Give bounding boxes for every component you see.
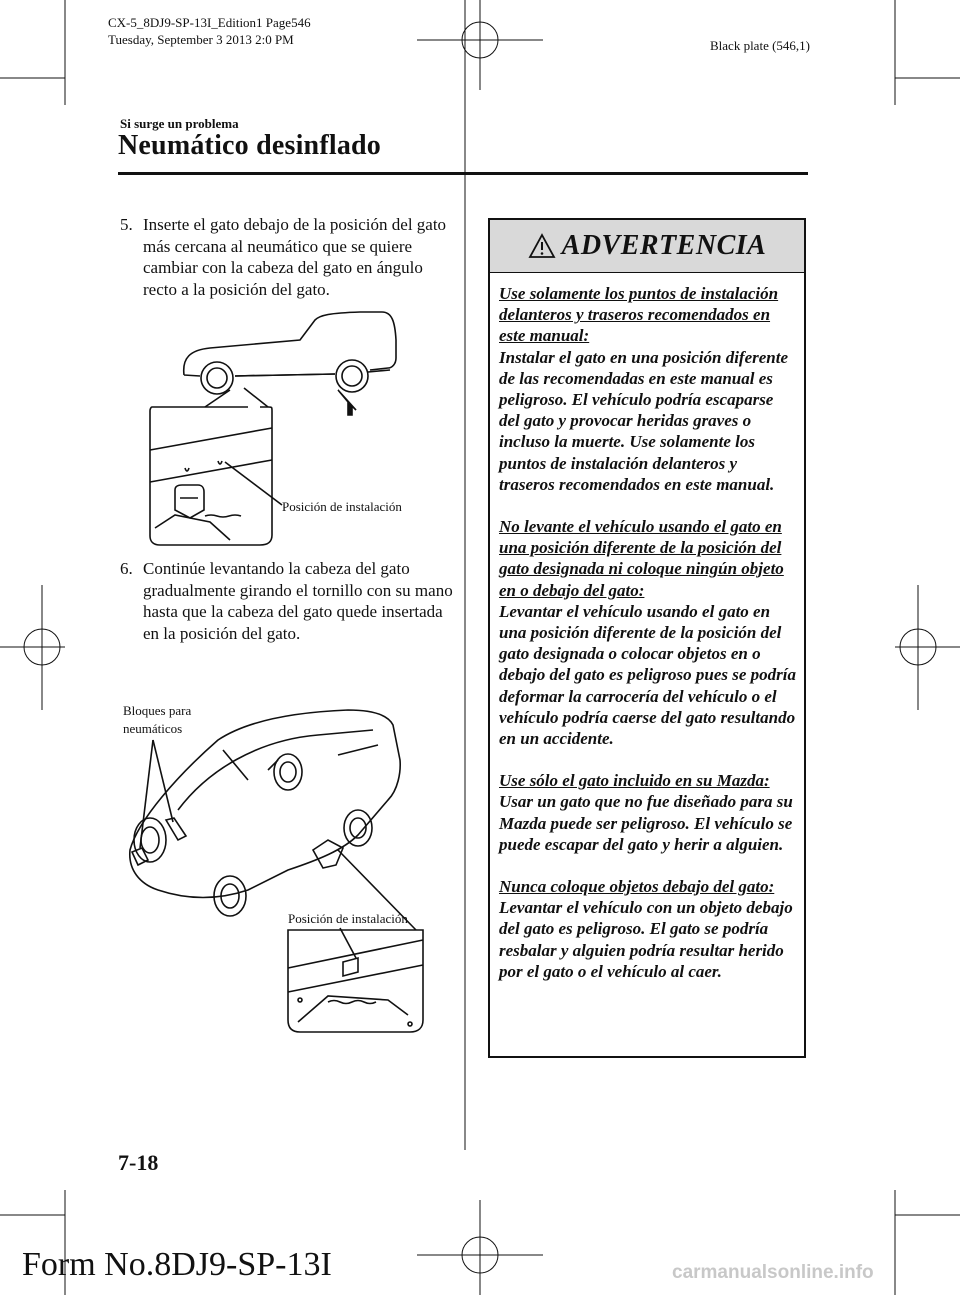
form-number: Form No.8DJ9-SP-13I (22, 1246, 332, 1283)
step-5 (120, 214, 460, 300)
warning-paragraph-3 (499, 770, 796, 855)
figure2-blocks-label-2: neumáticos (123, 721, 183, 736)
page-number: 7-18 (118, 1150, 159, 1175)
warning-paragraph-2 (499, 516, 796, 749)
print-meta-line2: Tuesday, September 3 2013 2:0 PM (108, 32, 294, 47)
warning-header (490, 220, 804, 273)
warning-heading: ADVERTENCIA (561, 230, 767, 261)
figure1-label: Posición de instalación (282, 499, 402, 514)
warning-paragraph-4 (499, 876, 796, 982)
plate-label: Black plate (546,1) (710, 38, 810, 53)
warning-text: Levantar el vehículo usando el gato en una posición diferente de la posición del gato designada o colocar objetos en o debajo del gato es peligroso pues se podría deformar la carrocería del vehículo o el vehículo podría caerse del gato resultando en un accidente. (499, 601, 797, 749)
warning-text: Levantar el vehículo con un objeto debajo del gato es peligroso. El gato se podría resbalar y alguien podría resultar herido por el gato o el vehículo al caer. (499, 898, 793, 981)
warning-box (488, 218, 806, 1058)
step-text: Continúe levantando la cabeza del gato gradualmente girando el tornillo con su mano hasta que la cabeza del gato quede insertada en la posición del gato. (143, 559, 453, 643)
warning-text: Instalar el gato en una posición diferente de las recomendadas en este manual es peligroso. El vehículo podría escaparse del gato y provocar heridas graves o incluso la muerte. Use solamente los puntos de instalación delanteros y traseros recomendados en este manual. (499, 347, 789, 494)
print-meta-line1: CX-5_8DJ9-SP-13I_Edition1 Page546 (108, 15, 311, 30)
watermark: carmanualsonline.info (672, 1262, 874, 1283)
warning-body (490, 273, 804, 982)
warning-emphasis: Nunca coloque objetos debajo del gato: (499, 877, 775, 897)
warning-triangle-icon (528, 233, 556, 259)
print-metadata (108, 14, 311, 48)
step-text: Inserte el gato debajo de la posición del gato más cercana al neumático que se quiere cambiar con la cabeza del gato en ángulo recto a la posición del gato. (143, 215, 447, 299)
figure-jack-position (120, 310, 450, 550)
title-rule (118, 172, 808, 175)
figure2-blocks-label-1: Bloques para (123, 703, 192, 718)
figure2-position-label: Posición de instalación (288, 911, 408, 926)
warning-emphasis: No levante el vehículo usando el gato en una posición diferente de la posición del gato designada ni coloque ningún objeto en o debajo del gato: (499, 517, 784, 600)
warning-text: Usar un gato que no fue diseñado para su Mazda puede ser peligroso. El vehículo se puede escapar del gato y herir a alguien. (499, 792, 793, 854)
step-number: 6. (120, 559, 133, 578)
section-label: Si surge un problema (120, 116, 239, 131)
step-number: 5. (120, 215, 133, 234)
page-title: Neumático desinflado (118, 130, 381, 161)
warning-emphasis: Use sólo el gato incluido en su Mazda: (499, 771, 770, 791)
step-6 (120, 558, 460, 644)
warning-paragraph-1 (499, 283, 796, 495)
figure-wheel-blocks (118, 700, 448, 1040)
warning-emphasis: Use solamente los puntos de instalación delanteros y traseros recomendados en este manual: (499, 284, 779, 346)
